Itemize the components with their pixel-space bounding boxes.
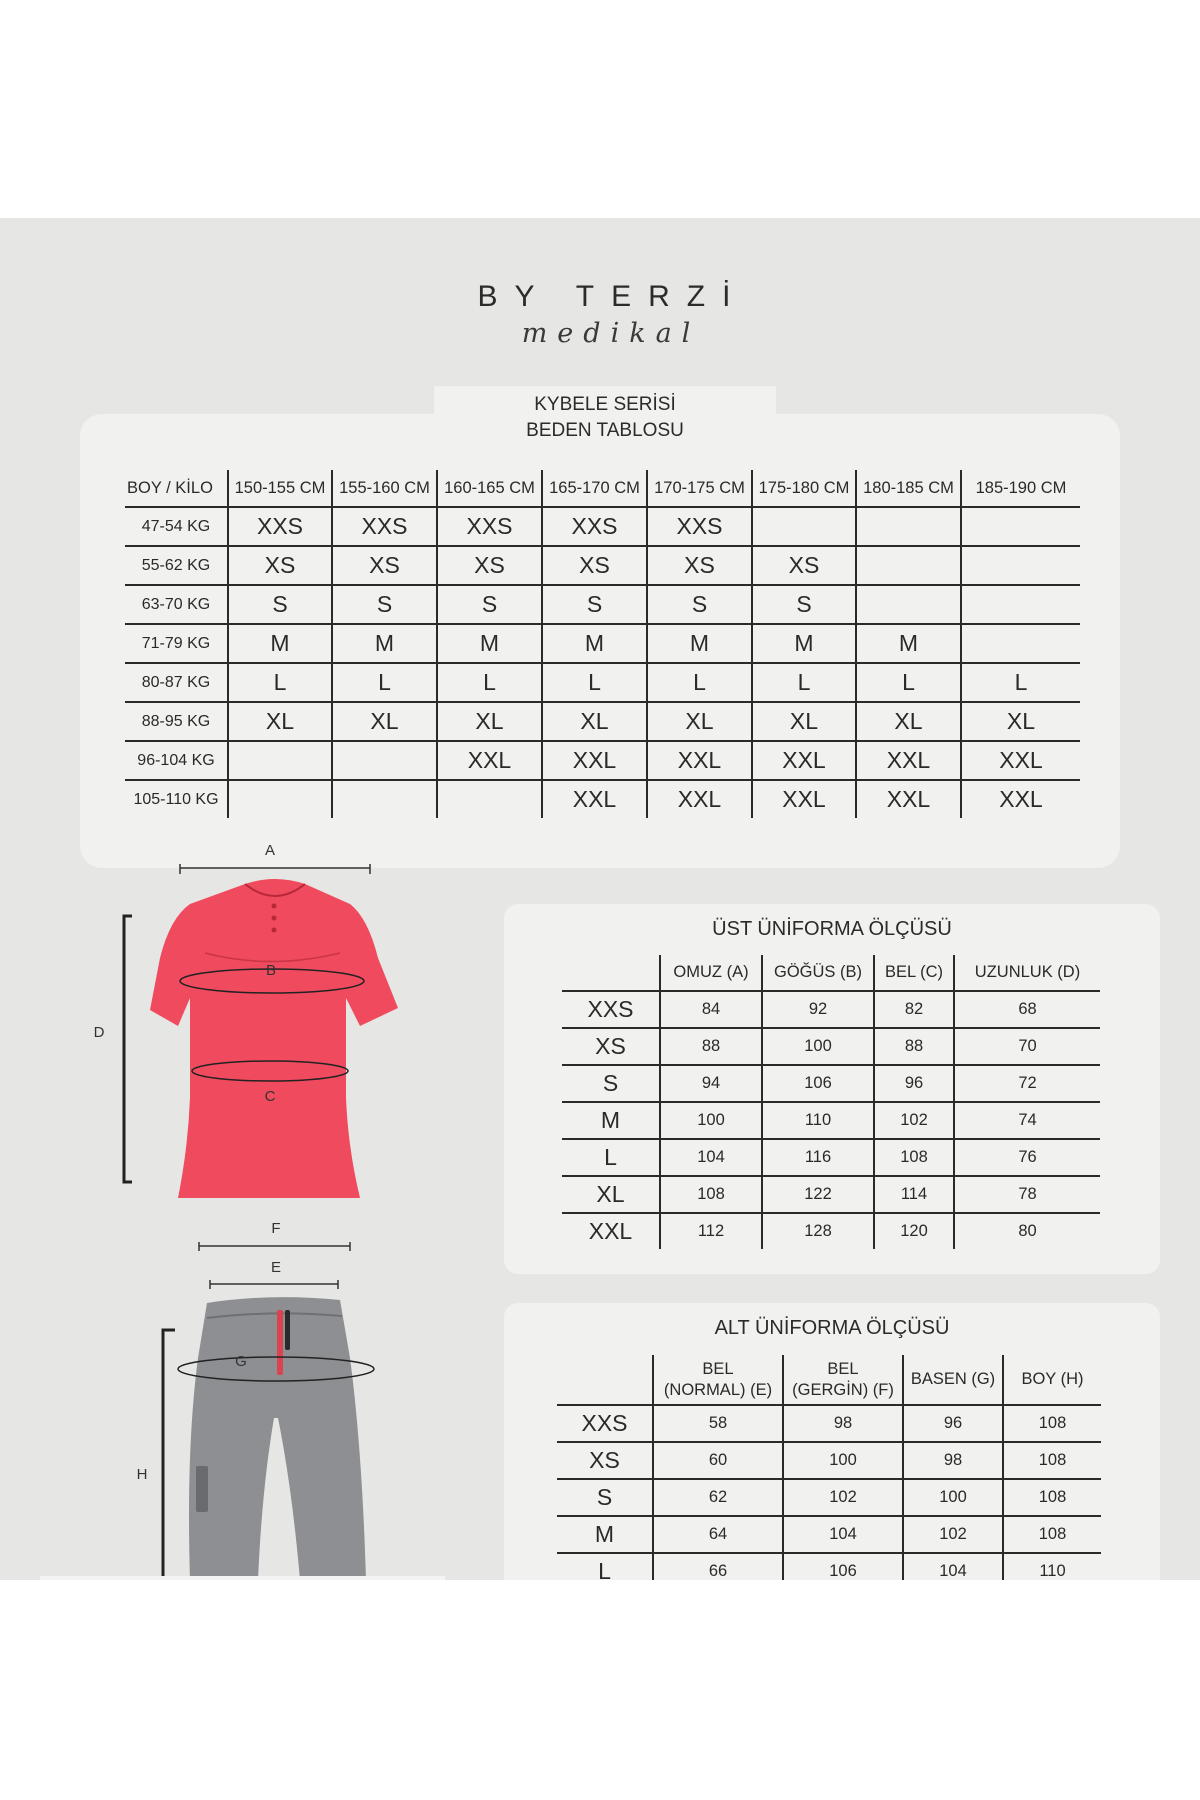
weight-row-header: 47-54 KG (125, 507, 228, 546)
measure-cell: 102 (874, 1102, 954, 1139)
size-cell: XXS (437, 507, 542, 546)
size-cell (856, 546, 961, 585)
size-cell: XS (647, 546, 752, 585)
size-cell: L (542, 663, 647, 702)
measure-cell: 98 (783, 1405, 903, 1442)
weight-row-header: 88-95 KG (125, 702, 228, 741)
size-cell: XXL (542, 741, 647, 780)
size-cell: XL (856, 702, 961, 741)
measure-cell: 102 (903, 1516, 1003, 1553)
height-column-header: 185-190 CM (961, 470, 1080, 507)
size-cell: L (752, 663, 856, 702)
measure-cell: 114 (874, 1176, 954, 1213)
measure-cell: 88 (660, 1028, 762, 1065)
size-cell: L (332, 663, 437, 702)
size-cell: M (542, 624, 647, 663)
measure-column-header (653, 1355, 783, 1405)
measure-column-header: UZUNLUK (D) (954, 955, 1100, 991)
size-cell: XS (542, 546, 647, 585)
measure-cell: 100 (783, 1442, 903, 1479)
measure-cell: 122 (762, 1176, 874, 1213)
measure-cell: 80 (954, 1213, 1100, 1249)
size-row-header: M (562, 1102, 660, 1139)
header-line-1: BOY (H) (1021, 1370, 1084, 1388)
size-cell (961, 624, 1080, 663)
weight-row-header: 63-70 KG (125, 585, 228, 624)
header-line-1: BEL (702, 1359, 734, 1378)
size-row-header: XS (557, 1442, 653, 1479)
measure-cell: 98 (903, 1442, 1003, 1479)
size-cell: XXS (228, 507, 332, 546)
size-cell: XXL (752, 741, 856, 780)
size-cell: S (542, 585, 647, 624)
size-cell: XXL (647, 780, 752, 818)
measure-cell: 96 (903, 1405, 1003, 1442)
size-row-header: XS (562, 1028, 660, 1065)
measure-column-header: GÖĞÜS (B) (762, 955, 874, 991)
dimension-f-label: F (271, 1220, 281, 1237)
weight-row-header: 80-87 KG (125, 663, 228, 702)
weight-row-header: 71-79 KG (125, 624, 228, 663)
measure-cell: 106 (762, 1065, 874, 1102)
dimension-a-label: A (264, 842, 276, 859)
top-uniform-shape (150, 879, 398, 1198)
weight-row-header: 105-110 KG (125, 780, 228, 818)
table-row (557, 1479, 1101, 1516)
size-cell: XXL (647, 741, 752, 780)
size-cell: XL (542, 702, 647, 741)
bottom-uniform-title: ALT ÜNİFORMA ÖLÇÜSÜ (714, 1317, 950, 1339)
table-row (562, 1028, 1100, 1065)
dimension-b-label: B (265, 962, 277, 979)
measure-cell: 100 (762, 1028, 874, 1065)
size-cell: XS (228, 546, 332, 585)
table-row (557, 1405, 1101, 1442)
size-cell (856, 585, 961, 624)
size-cell: XL (961, 702, 1080, 741)
size-cell: L (647, 663, 752, 702)
dimension-c-label: C (264, 1088, 276, 1105)
height-column-header: 150-155 CM (228, 470, 332, 507)
size-row-header: XXL (562, 1213, 660, 1249)
size-cell: XL (437, 702, 542, 741)
table-row (557, 1442, 1101, 1479)
measure-cell: 104 (783, 1516, 903, 1553)
header-line-2: (NORMAL) (E) (663, 1380, 773, 1399)
size-cell: XL (647, 702, 752, 741)
size-cell: XXL (856, 780, 961, 818)
header-line-1: BASEN (G) (910, 1370, 996, 1388)
size-cell: M (856, 624, 961, 663)
table-row (562, 1176, 1100, 1213)
dimension-g-label: G (235, 1353, 247, 1370)
size-cell: XL (752, 702, 856, 741)
dimension-d-bracket (124, 916, 132, 1182)
brand-name: BY TERZİ (477, 280, 748, 313)
size-header-blank (557, 1355, 653, 1405)
size-row-header: XL (562, 1176, 660, 1213)
measure-cell: 84 (660, 991, 762, 1028)
measure-cell: 104 (903, 1553, 1003, 1580)
measure-cell: 96 (874, 1065, 954, 1102)
measure-cell: 94 (660, 1065, 762, 1102)
size-cell: M (752, 624, 856, 663)
size-cell: XXL (752, 780, 856, 818)
size-cell: XXL (856, 741, 961, 780)
measure-cell: 108 (1003, 1442, 1101, 1479)
measure-cell: 116 (762, 1139, 874, 1176)
size-cell: XXL (961, 780, 1080, 818)
size-cell: L (437, 663, 542, 702)
size-cell: XL (228, 702, 332, 741)
measure-cell: 112 (660, 1213, 762, 1249)
size-row-header: XXS (562, 991, 660, 1028)
size-chart-sheet (0, 218, 1200, 1580)
measure-cell: 66 (653, 1553, 783, 1580)
measure-cell: 108 (874, 1139, 954, 1176)
dimension-h-label: H (136, 1466, 148, 1483)
brand-subtitle: medikal (521, 318, 701, 349)
chart-title (434, 386, 776, 448)
size-cell: M (437, 624, 542, 663)
top-uniform-title: ÜST ÜNİFORMA ÖLÇÜSÜ (712, 918, 952, 940)
table-row (562, 1213, 1100, 1249)
measure-cell: 62 (653, 1479, 783, 1516)
top-uniform-table (562, 955, 1100, 1249)
dimension-d-label: D (93, 1024, 105, 1041)
height-column-header: 170-175 CM (647, 470, 752, 507)
size-cell: XXL (437, 741, 542, 780)
header-line-1: BEL (827, 1359, 859, 1378)
size-cell: XS (752, 546, 856, 585)
size-row-header: M (557, 1516, 653, 1553)
measure-cell: 58 (653, 1405, 783, 1442)
size-cell: XS (332, 546, 437, 585)
size-cell: L (228, 663, 332, 702)
size-cell: S (437, 585, 542, 624)
measure-column-header: OMUZ (A) (660, 955, 762, 991)
size-cell: L (961, 663, 1080, 702)
size-row-header: L (562, 1139, 660, 1176)
measure-cell: 78 (954, 1176, 1100, 1213)
size-cell (961, 546, 1080, 585)
bottom-edge-strip (40, 1576, 445, 1580)
measure-cell: 100 (903, 1479, 1003, 1516)
measure-cell: 76 (954, 1139, 1100, 1176)
dimension-e-label: E (270, 1259, 282, 1276)
size-cell (752, 507, 856, 546)
measure-cell: 88 (874, 1028, 954, 1065)
measure-column-header: BEL (C) (874, 955, 954, 991)
height-column-header: 175-180 CM (752, 470, 856, 507)
corner-header: BOY / KİLO (127, 478, 213, 497)
size-cell: XXL (542, 780, 647, 818)
size-cell: M (228, 624, 332, 663)
measure-cell: 108 (1003, 1405, 1101, 1442)
measure-cell: 70 (954, 1028, 1100, 1065)
table-row (562, 991, 1100, 1028)
size-cell: XXS (542, 507, 647, 546)
measure-cell: 60 (653, 1442, 783, 1479)
measure-cell: 102 (783, 1479, 903, 1516)
weight-row-header: 55-62 KG (125, 546, 228, 585)
size-cell: XXL (961, 741, 1080, 780)
weight-row-header: 96-104 KG (125, 741, 228, 780)
size-cell: S (332, 585, 437, 624)
size-cell: S (647, 585, 752, 624)
size-cell: S (228, 585, 332, 624)
size-cell: L (856, 663, 961, 702)
measure-cell: 108 (1003, 1479, 1101, 1516)
measure-cell: 74 (954, 1102, 1100, 1139)
header-line-2: (GERGİN) (F) (792, 1380, 894, 1399)
size-row-header: XXS (557, 1405, 653, 1442)
chart-title-line1: KYBELE SERİSİ (534, 394, 676, 415)
table-row (557, 1553, 1101, 1580)
measure-cell: 110 (1003, 1553, 1101, 1580)
height-column-header: 165-170 CM (542, 470, 647, 507)
measure-cell: 120 (874, 1213, 954, 1249)
height-column-header: 155-160 CM (332, 470, 437, 507)
size-header-blank (562, 955, 660, 991)
measure-cell: 104 (660, 1139, 762, 1176)
measure-cell: 72 (954, 1065, 1100, 1102)
size-cell (961, 507, 1080, 546)
bottom-uniform-table (557, 1355, 1101, 1580)
size-row-header: S (562, 1065, 660, 1102)
size-row-header: L (557, 1553, 653, 1580)
measure-cell: 108 (1003, 1516, 1101, 1553)
measure-cell: 68 (954, 991, 1100, 1028)
size-cell: XS (437, 546, 542, 585)
size-cell: XXS (332, 507, 437, 546)
size-cell: M (647, 624, 752, 663)
measure-column-header (903, 1355, 1003, 1405)
size-row-header: S (557, 1479, 653, 1516)
measure-cell: 100 (660, 1102, 762, 1139)
measure-cell: 64 (653, 1516, 783, 1553)
height-column-header: 160-165 CM (437, 470, 542, 507)
chart-title-line2: BEDEN TABLOSU (526, 420, 684, 441)
garment-illustration (0, 218, 460, 1580)
measure-cell: 128 (762, 1213, 874, 1249)
measure-column-header (783, 1355, 903, 1405)
height-column-header: 180-185 CM (856, 470, 961, 507)
measure-column-header (1003, 1355, 1101, 1405)
bottom-uniform-shape (178, 1297, 374, 1580)
size-cell: S (752, 585, 856, 624)
table-row (562, 1065, 1100, 1102)
dimension-h-bracket (163, 1330, 175, 1580)
measure-cell: 82 (874, 991, 954, 1028)
measure-cell: 108 (660, 1176, 762, 1213)
table-row (557, 1516, 1101, 1553)
measure-cell: 92 (762, 991, 874, 1028)
table-row (562, 1139, 1100, 1176)
size-cell: XL (332, 702, 437, 741)
size-cell: XXS (647, 507, 752, 546)
size-cell (856, 507, 961, 546)
measure-cell: 110 (762, 1102, 874, 1139)
measure-cell: 106 (783, 1553, 903, 1580)
size-cell: M (332, 624, 437, 663)
size-cell (961, 585, 1080, 624)
table-row (562, 1102, 1100, 1139)
